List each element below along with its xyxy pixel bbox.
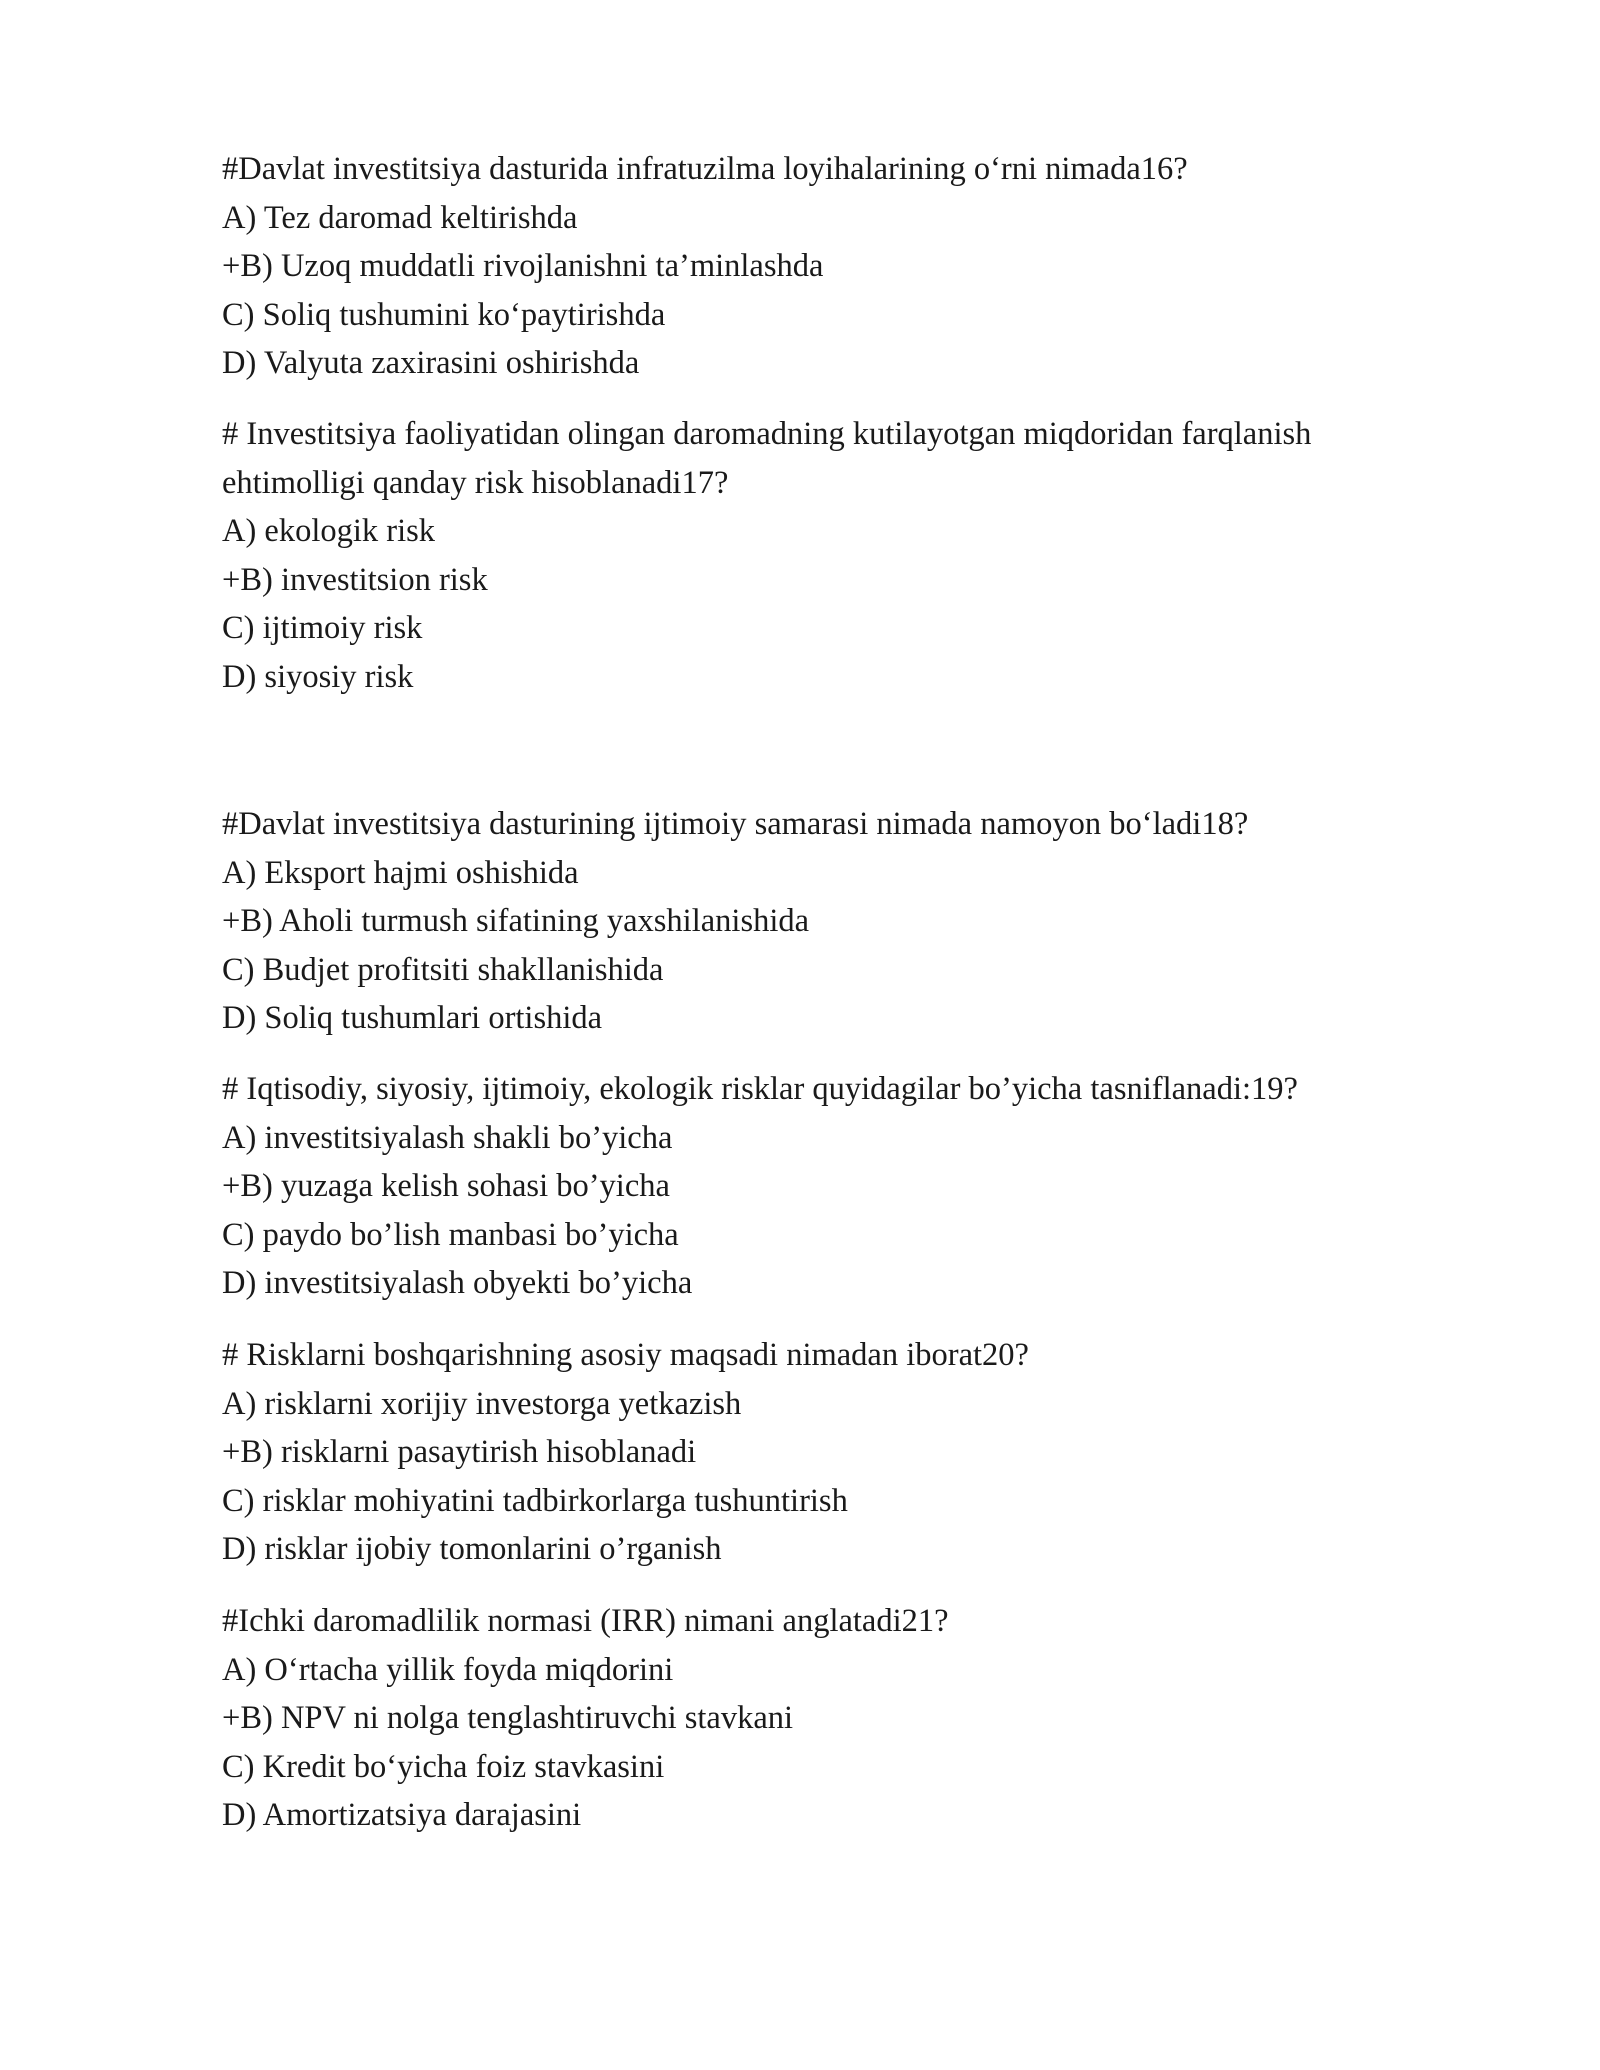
answer-option-c: C) Soliq tushumini ko‘paytirishda bbox=[222, 296, 666, 333]
question-block bbox=[222, 1065, 1462, 1308]
answer-option-b: +B) NPV ni nolga tenglashtiruvchi stavkani bbox=[222, 1700, 794, 1736]
question-text: # Risklarni boshqarishning asosiy maqsadi nimadan iborat20? bbox=[222, 1337, 1029, 1373]
answer-option-d: D) investitsiyalash obyekti bo’yicha bbox=[222, 1265, 693, 1301]
question-block bbox=[222, 1331, 1462, 1574]
answer-option-a: A) Tez daromad keltirishda bbox=[222, 199, 578, 236]
answer-option-b: +B) Uzoq muddatli rivojlanishni ta’minlashda bbox=[222, 248, 824, 284]
question-text: #Davlat investitsiya dasturida infratuzilma loyihalarining o‘rni nimada16? bbox=[222, 151, 1188, 187]
question-block bbox=[222, 1597, 1462, 1840]
answer-option-a: A) ekologik risk bbox=[222, 513, 436, 549]
answer-option-d: D) Valyuta zaxirasini oshirishda bbox=[222, 345, 640, 381]
answer-option-c: C) risklar mohiyatini tadbirkorlarga tushuntirish bbox=[222, 1482, 848, 1519]
answer-option-d: D) Amortizatsiya darajasini bbox=[222, 1797, 582, 1833]
question-text: #Ichki daromadlilik normasi (IRR) nimani anglatadi21? bbox=[222, 1603, 949, 1639]
answer-option-b: +B) investitsion risk bbox=[222, 561, 488, 598]
answer-option-b: +B) yuzaga kelish sohasi bo’yicha bbox=[222, 1168, 670, 1204]
answer-option-c: C) paydo bo’lish manbasi bo’yicha bbox=[222, 1216, 679, 1253]
question-text: # Iqtisodiy, siyosiy, ijtimoiy, ekologik risklar quyidagilar bo’yicha tasniflanadi:19? bbox=[222, 1071, 1298, 1107]
answer-option-d: D) Soliq tushumlari ortishida bbox=[222, 1000, 603, 1036]
answer-option-a: A) Eksport hajmi oshishida bbox=[222, 854, 579, 891]
answer-option-c: C) Kredit bo‘yicha foiz stavkasini bbox=[222, 1748, 665, 1785]
answer-option-d: D) risklar ijobiy tomonlarini o’rganish bbox=[222, 1531, 722, 1567]
question-text: # Investitsiya faoliyatidan olingan daromadning kutilayotgan miqdoridan farqlanish ehtimolligi qanday risk hisoblanadi17? bbox=[222, 416, 1312, 501]
answer-option-a: A) O‘rtacha yillik foyda miqdorini bbox=[222, 1651, 674, 1688]
answer-option-a: A) risklarni xorijiy investorga yetkazish bbox=[222, 1385, 742, 1422]
answer-option-a: A) investitsiyalash shakli bo’yicha bbox=[222, 1119, 673, 1156]
question-block bbox=[222, 800, 1462, 1043]
question-text: #Davlat investitsiya dasturining ijtimoiy samarasi nimada namoyon bo‘ladi18? bbox=[222, 806, 1249, 842]
question-block bbox=[222, 145, 1462, 388]
answer-option-c: C) Budjet profitsiti shakllanishida bbox=[222, 951, 664, 988]
answer-option-c: C) ijtimoiy risk bbox=[222, 610, 423, 646]
answer-option-b: +B) risklarni pasaytirish hisoblanadi bbox=[222, 1434, 697, 1470]
answer-option-d: D) siyosiy risk bbox=[222, 658, 414, 695]
answer-option-b: +B) Aholi turmush sifatining yaxshilanishida bbox=[222, 903, 810, 939]
question-block bbox=[222, 410, 1462, 701]
